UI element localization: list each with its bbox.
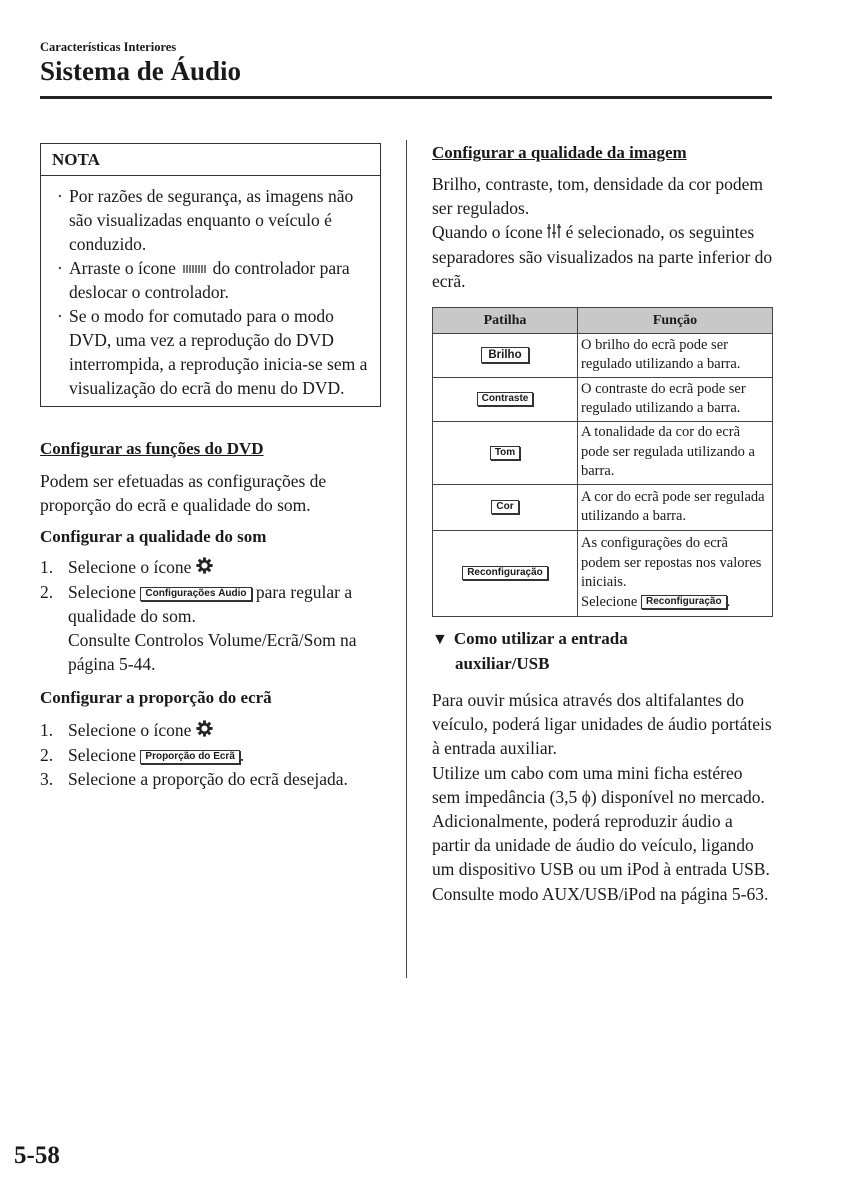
aspect-step-1: 1. Selecione o ícone <box>40 718 381 742</box>
column-divider <box>406 140 407 978</box>
image-adjust-icon <box>547 223 561 239</box>
table-cell: A tonalidade da cor do ecrã pode ser regulada utilizando a barra. <box>578 422 773 485</box>
aspect-step-3: 3. Selecione a proporção do ecrã desejada. <box>40 768 348 789</box>
sound-step-1: 1. Selecione o ícone <box>40 555 381 579</box>
dvd-intro: Podem ser efetuadas as configurações de proporção do ecrã e qualidade do som. <box>40 471 327 516</box>
sound-heading: Configurar a qualidade do som <box>40 527 267 547</box>
sound-step-2: 2. Selecione Configurações Áudio para regular a qualidade do som. Consulte Controlos Volume/Ecrã/Som na página 5-44. <box>40 581 357 675</box>
image-quality-tabs-text: Quando o ícone é selecionado, os seguintes separadores são visualizados na parte inferior do ecrã. <box>432 222 773 291</box>
reset-button: Reconfiguração <box>641 595 727 609</box>
image-quality-intro: Brilho, contraste, tom, densidade da cor podem ser regulados. <box>432 174 763 219</box>
header-rule <box>40 96 772 99</box>
aux-heading: ▼ Como utilizar a entrada auxiliar/USB <box>432 629 628 674</box>
dvd-heading: Configurar as funções do DVD <box>40 439 264 458</box>
table-row <box>433 485 773 531</box>
color-tab-button: Cor <box>491 500 518 514</box>
note-item: · Arraste o ícone do controlador para deslocar o controlador. <box>57 258 350 302</box>
contrast-tab-button: Contraste <box>477 392 534 406</box>
table-row <box>433 378 773 422</box>
right-column <box>432 143 773 906</box>
reset-tab-button: Reconfiguração <box>462 566 548 580</box>
brightness-tab-button: Brilho <box>481 347 528 363</box>
left-column <box>40 143 381 791</box>
table-cell: As configurações do ecrã podem ser repostas nos valores iniciais. Selecione Reconfiguração . <box>578 531 773 617</box>
audio-settings-button: Configurações Áudio <box>140 587 251 601</box>
aux-paragraph: Utilize um cabo com uma mini ficha estéreo sem impedância (3,5 ϕ) disponível no mercado. <box>432 762 765 807</box>
table-cell: A cor do ecrã pode ser regulada utilizando a barra. <box>578 485 773 531</box>
page-title: Sistema de Áudio <box>40 56 242 86</box>
table-header-tab: Patilha <box>433 308 578 334</box>
table-cell: O brilho do ecrã pode ser regulado utilizando a barra. <box>578 334 773 378</box>
table-header-function: Função <box>578 308 773 334</box>
image-quality-heading: Configurar a qualidade da imagem <box>432 143 687 162</box>
settings-gear-icon <box>196 720 213 737</box>
aux-paragraph: Adicionalmente, poderá reproduzir áudio a partir da unidade de áudio do veículo, ligando um dispositivo USB ou um iPod à entrada USB. <box>432 811 770 880</box>
table-header-row <box>433 308 773 334</box>
table-cell: O contraste do ecrã pode ser regulado utilizando a barra. <box>578 378 773 422</box>
note-item: · Por razões de segurança, as imagens não são visualizadas enquanto o veículo é conduzido. <box>57 186 354 254</box>
tone-tab-button: Tom <box>490 446 520 460</box>
aux-paragraph: Para ouvir música através dos altifalantes do veículo, poderá ligar unidades de áudio portáteis à entrada auxiliar. <box>432 690 772 759</box>
triangle-marker-icon: ▼ <box>432 631 448 649</box>
note-heading: NOTA <box>41 144 380 176</box>
note-box <box>40 143 381 407</box>
settings-gear-icon <box>196 557 213 574</box>
aspect-step-2: 2. Selecione Proporção do Ecrã . <box>40 744 245 765</box>
tabs-table <box>432 307 773 617</box>
table-row <box>433 334 773 378</box>
note-item: · Se o modo for comutado para o modo DVD, uma vez a reprodução do DVD interrompida, a reprodução inicia-se sem a visualização do ecrã do menu do DVD. <box>57 306 368 398</box>
table-row <box>433 531 773 617</box>
drag-handle-icon <box>182 264 206 274</box>
table-row <box>433 422 773 485</box>
aspect-ratio-button: Proporção do Ecrã <box>140 750 239 764</box>
aux-reference: Consulte modo AUX/USB/iPod na página 5-63. <box>432 883 769 904</box>
page-number: 5-58 <box>14 1142 60 1169</box>
aspect-heading: Configurar a proporção do ecrã <box>40 688 272 708</box>
section-label: Características Interiores <box>40 40 177 54</box>
